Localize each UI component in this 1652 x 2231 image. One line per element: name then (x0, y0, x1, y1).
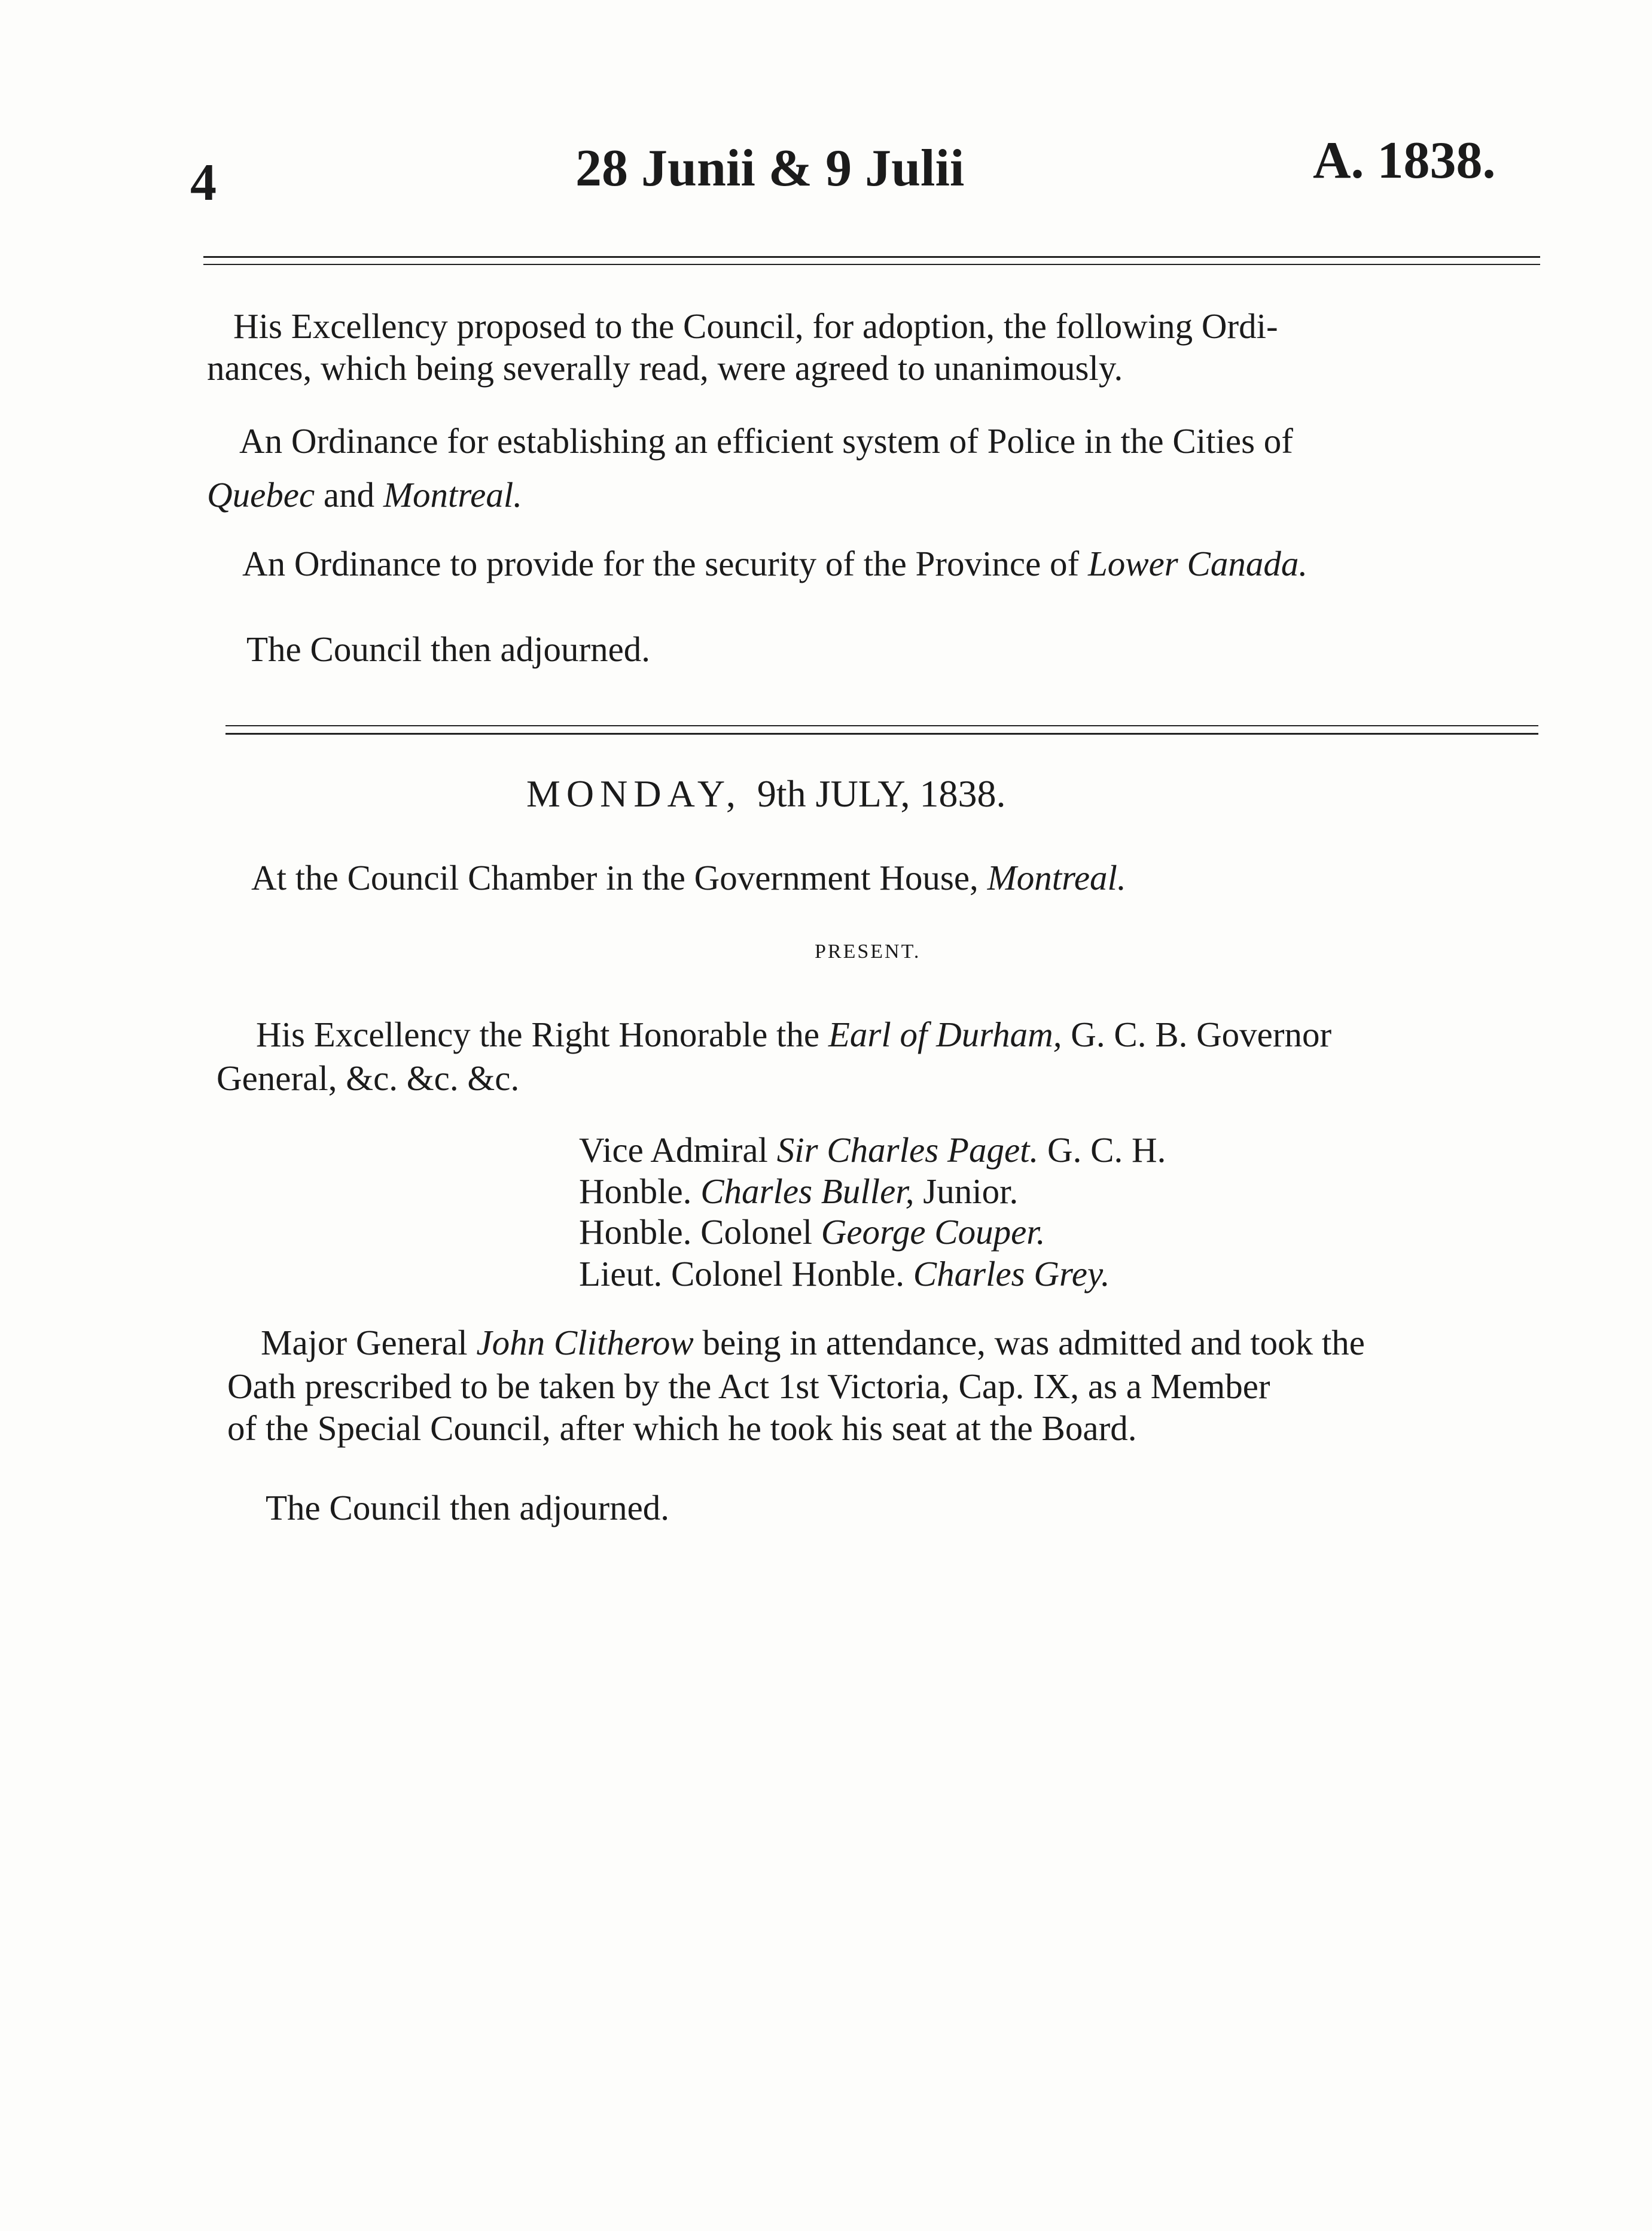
province-lower-canada: Lower Canada. (1087, 544, 1308, 583)
ordinance-police-line-2 (207, 473, 522, 517)
member-2-suffix: Junior. (923, 1171, 1019, 1211)
session-location (251, 856, 1126, 900)
header-year: A. 1838. (1313, 132, 1496, 190)
council-adjourned-2: The Council then adjourned. (266, 1488, 670, 1527)
oath-member-name: John Clitherow (476, 1323, 694, 1362)
session-date-heading (526, 772, 1005, 816)
member-3-name: George Couper. (821, 1212, 1046, 1252)
header-dates: 28 Junii & 9 Julii (575, 139, 965, 197)
intro-line-1: His Excellency proposed to the Council, for adoption, the following Ordi- (233, 306, 1278, 346)
member-2 (579, 1169, 1018, 1213)
member-1 (579, 1128, 1166, 1172)
oath-line-2: Oath prescribed to be taken by the Act 1st Victoria, Cap. IX, as a Member (227, 1366, 1270, 1406)
oath-line-1-rest: being in attendance, was admitted and took the (702, 1323, 1365, 1362)
city-montreal: Montreal. (383, 475, 522, 515)
governor-title: G. C. B. Governor (1071, 1015, 1332, 1054)
location-text: At the Council Chamber in the Government House, (251, 858, 979, 897)
ordinance-police-line-1: An Ordinance for establishing an efficient system of Police in the Cities of (239, 421, 1293, 461)
member-3-prefix: Honble. Colonel (579, 1212, 813, 1252)
member-1-name: Sir Charles Paget. (776, 1130, 1039, 1170)
member-3 (579, 1210, 1045, 1254)
member-4 (579, 1252, 1110, 1296)
session-date: 9th JULY, 1838. (757, 772, 1006, 815)
member-4-prefix: Lieut. Colonel Honble. (579, 1254, 905, 1293)
ordinance-security-text: An Ordinance to provide for the security of the Province of (242, 544, 1080, 583)
member-2-prefix: Honble. (579, 1171, 692, 1211)
governor-line-1 (256, 1012, 1331, 1057)
present-label: PRESENT. (815, 941, 921, 963)
section-rule-top (225, 725, 1538, 726)
governor-name: Earl of Durham, (828, 1015, 1062, 1054)
member-1-suffix: G. C. H. (1047, 1130, 1166, 1170)
header-rule-bottom (203, 264, 1540, 265)
location-city: Montreal. (987, 858, 1126, 897)
oath-line-1 (261, 1320, 1365, 1365)
section-rule-bottom (225, 733, 1538, 735)
conjunction-and: and (323, 475, 375, 515)
member-4-name: Charles Grey. (913, 1254, 1110, 1293)
council-adjourned-1: The Council then adjourned. (246, 629, 651, 669)
session-day: MONDAY, (526, 772, 742, 815)
city-quebec: Quebec (207, 475, 315, 515)
oath-line-3: of the Special Council, after which he took his seat at the Board. (227, 1408, 1137, 1448)
header-rule-top (203, 256, 1540, 258)
governor-prefix: His Excellency the Right Honorable the (256, 1015, 820, 1054)
intro-line-2: nances, which being severally read, were agreed to unanimously. (207, 348, 1123, 388)
page-number: 4 (190, 154, 217, 212)
member-2-name: Charles Buller, (700, 1171, 915, 1211)
ordinance-security (242, 541, 1307, 586)
member-1-prefix: Vice Admiral (579, 1130, 768, 1170)
oath-prefix: Major General (261, 1323, 468, 1362)
governor-line-2: General, &c. &c. &c. (217, 1058, 520, 1098)
